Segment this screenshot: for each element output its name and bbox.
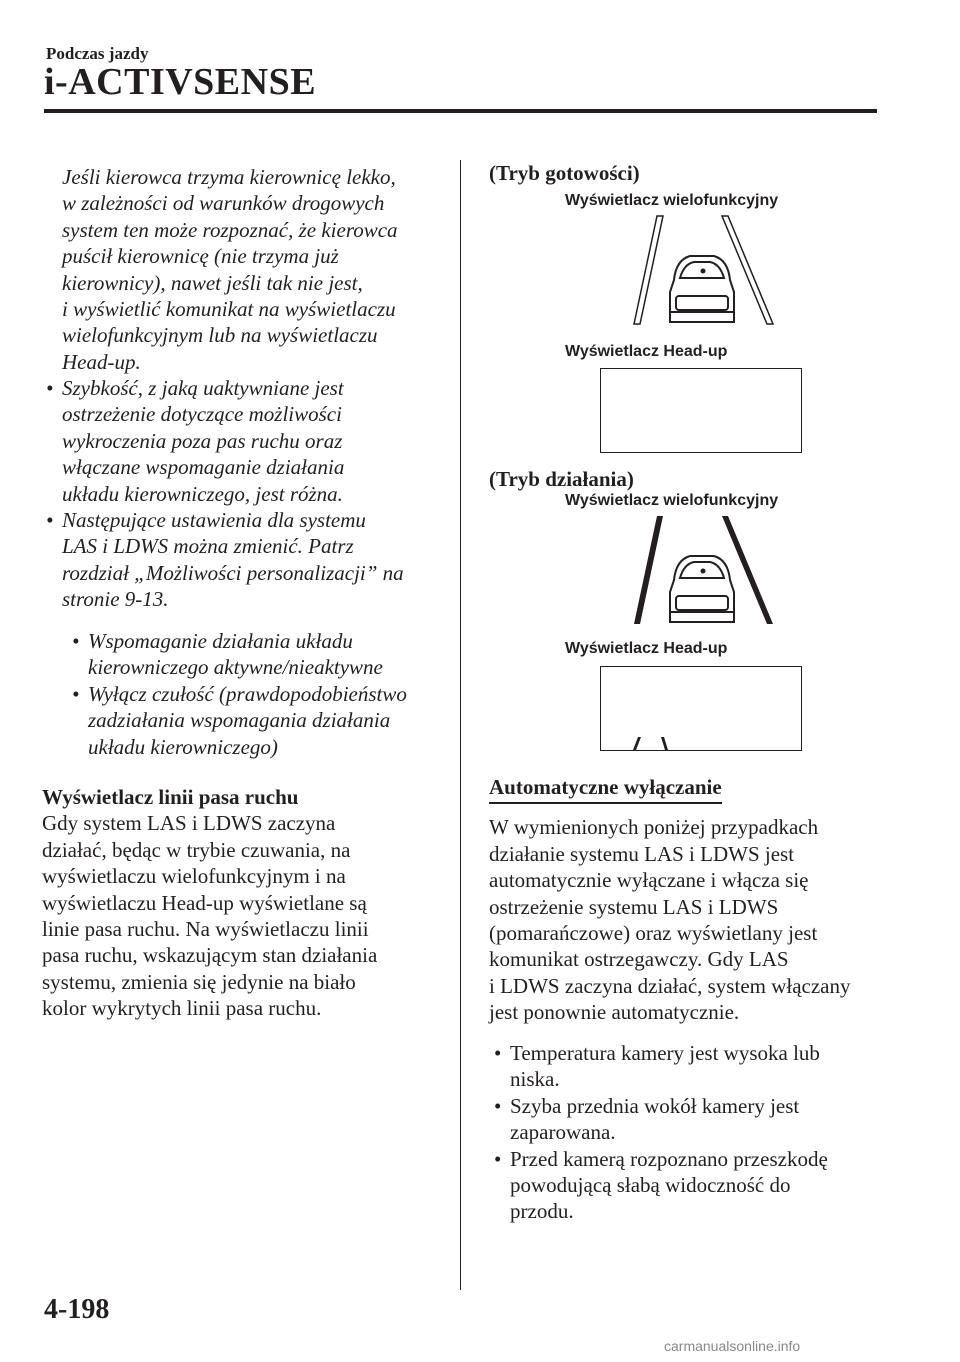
multi-display-label: Wyświetlacz wielofunkcyjny — [565, 492, 779, 509]
bullet-item — [42, 507, 454, 613]
text-line: komunikat ostrzegawczy. Gdy LAS — [489, 947, 789, 972]
section-title: Podczas jazdy — [46, 44, 149, 63]
text-line: Szybkość, z jaką uaktywniane jest — [62, 376, 344, 400]
auto-off-section — [489, 774, 881, 1026]
multi-display-label: Wyświetlacz wielofunkcyjny — [565, 192, 779, 209]
hud-lane-line-left — [633, 737, 641, 750]
text-line: system ten może rozpoznać, że kierowca — [62, 217, 398, 242]
text-line: i LDWS zaczyna działać, system włączany — [489, 973, 851, 998]
text-line: kierowniczego aktywne/nieaktywne — [88, 655, 383, 680]
text-line: systemu, zmienia się jedynie na biało — [42, 969, 356, 994]
text-line: W wymienionych poniżej przypadkach — [489, 815, 819, 840]
text-line: przodu. — [510, 1199, 574, 1224]
text-line: powodującą słabą widoczność do — [510, 1173, 791, 1198]
text-line: Przed kamerą rozpoznano przeszkodę — [510, 1146, 828, 1171]
text-line: stronie 9-13. — [62, 587, 169, 612]
text-line: układu kierowniczego, jest różna. — [62, 481, 343, 506]
bullet-dot: • — [494, 1041, 502, 1065]
hud-lane-lines — [601, 667, 801, 750]
text-line: i wyświetlić komunikat na wyświetlaczu — [62, 297, 396, 322]
bullet-dot: • — [72, 681, 80, 706]
text-line: zaparowana. — [510, 1120, 616, 1145]
standby-mode-title: (Tryb gotowości) — [489, 161, 640, 185]
text-line: (pomarańczowe) oraz wyświetlany jest — [489, 921, 818, 946]
lane-line-left-outline — [634, 216, 663, 324]
active-hud-display — [600, 666, 802, 751]
text-line: Wspomaganie działania układu — [88, 629, 353, 653]
text-line: wielofunkcyjnym lub na wyświetlaczu — [62, 323, 378, 348]
text-line: wyświetlaczu Head-up wyświetlane są — [42, 890, 367, 915]
text-line: linie pasa ruchu. Na wyświetlaczu linii — [42, 917, 369, 942]
standby-multi-display-diagram — [630, 212, 780, 330]
section-heading: Wyświetlacz linii pasa ruchu — [42, 785, 299, 809]
text-line: rozdział „Możliwości personalizacji” na — [62, 560, 404, 585]
car-icon — [670, 256, 734, 322]
bullet-dot: • — [46, 376, 54, 400]
lane-line-left-solid — [634, 516, 663, 624]
column-divider — [460, 160, 461, 1290]
hud-label: Wyświetlacz Head-up — [565, 343, 728, 360]
sub-bullet-item — [42, 681, 454, 760]
text-line: wyświetlaczu wielofunkcyjnym i na — [42, 864, 346, 889]
text-line: Gdy system LAS i LDWS zaczyna — [42, 811, 336, 836]
page-number: 4-198 — [44, 1294, 110, 1325]
text-line: Następujące ustawienia dla systemu — [62, 508, 366, 533]
text-line: Temperatura kamery jest wysoka lub — [510, 1041, 820, 1065]
text-line: zadziałania wspomagania działania — [88, 708, 391, 733]
text-line: Jeśli kierowca trzyma kierownicę lekko, — [62, 165, 396, 189]
hud-label: Wyświetlacz Head-up — [565, 640, 728, 657]
active-mode-title: (Tryb działania) — [489, 467, 634, 491]
watermark[interactable]: carmanualsonline.info — [664, 1338, 801, 1354]
bullet-dot: • — [494, 1093, 502, 1118]
auto-off-heading: Automatyczne wyłączanie — [489, 774, 722, 804]
active-multi-display-diagram — [630, 512, 780, 630]
hud-lane-line-right — [661, 737, 668, 750]
lane-line-right-solid — [722, 516, 773, 624]
left-column — [62, 164, 454, 375]
text-line: w zależności od warunków drogowych — [62, 191, 385, 216]
lane-line-right-outline — [722, 216, 773, 324]
text-line: puścił kierownicę (nie trzyma już — [62, 244, 339, 269]
bullet-item — [469, 1040, 881, 1093]
text-line: wykroczenia poza pas ruchu oraz — [62, 428, 343, 453]
text-line: włączane wspomaganie działania — [62, 455, 345, 480]
text-line: niska. — [510, 1067, 560, 1092]
text-line: Wyłącz czułość (prawdopodobieństwo — [88, 681, 407, 706]
bullet-item — [42, 375, 454, 507]
text-line: kierownicy), nawet jeśli tak nie jest, — [62, 270, 363, 295]
intro-paragraph — [62, 164, 454, 375]
bullet-item — [469, 1146, 881, 1225]
bullet-dot: • — [72, 629, 80, 653]
lane-line-display-section — [42, 784, 454, 1022]
left-bullets — [42, 375, 454, 613]
auto-off-bullets — [469, 1040, 881, 1225]
header-rule — [44, 109, 877, 113]
bullet-dot: • — [46, 508, 54, 533]
text-line: działanie systemu LAS i LDWS jest — [489, 841, 795, 866]
text-line: automatycznie wyłączane i włącza się — [489, 868, 809, 893]
text-line: ostrzeżenie systemu LAS i LDWS — [489, 894, 779, 919]
text-line: pasa ruchu, wskazującym stan działania — [42, 943, 378, 968]
text-line: działać, będąc w trybie czuwania, na — [42, 837, 351, 862]
text-line: LAS i LDWS można zmienić. Patrz — [62, 534, 354, 559]
bullet-dot: • — [494, 1146, 502, 1171]
text-line: kolor wykrytych linii pasa ruchu. — [42, 996, 322, 1021]
standby-hud-display — [600, 368, 802, 453]
auto-off-heading-wrap — [489, 774, 881, 814]
car-icon — [670, 556, 734, 622]
chapter-title: i-ACTIVSENSE — [44, 61, 317, 103]
text-line: Head-up. — [62, 349, 141, 374]
sub-bullet-item — [42, 628, 454, 681]
text-line: ostrzeżenie dotyczące możliwości — [62, 402, 342, 427]
text-line: układu kierowniczego) — [88, 734, 278, 759]
text-line: Szyba przednia wokół kamery jest — [510, 1093, 800, 1118]
bullet-item — [469, 1093, 881, 1146]
left-sub-bullets — [42, 628, 454, 760]
text-line: jest ponownie automatycznie. — [489, 1000, 740, 1025]
